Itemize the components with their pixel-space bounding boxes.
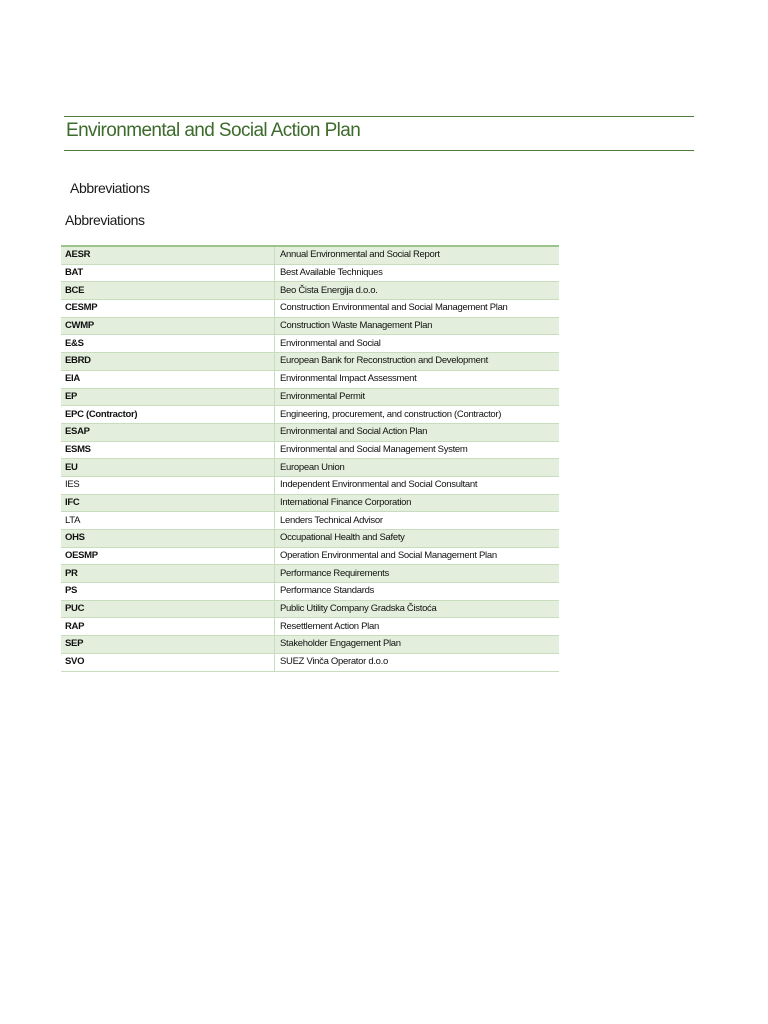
abbreviation-cell: SVO [61,653,275,671]
section-heading: Abbreviations [70,180,150,196]
table-row [61,618,559,636]
table-row [61,636,559,654]
abbreviation-cell: ESMS [61,441,275,459]
table-row [61,317,559,335]
abbreviation-cell: EIA [61,370,275,388]
table-row [61,583,559,601]
definition-cell: Beo Čista Energija d.o.o. [275,282,560,300]
abbreviation-cell: AESR [61,246,275,264]
table-row [61,353,559,371]
table-row [61,547,559,565]
definition-cell: Public Utility Company Gradska Čistoća [275,600,560,618]
definition-cell: Construction Environmental and Social Management Plan [275,300,560,318]
definition-cell: Environmental Impact Assessment [275,370,560,388]
definition-cell: Lenders Technical Advisor [275,512,560,530]
table-row [61,246,559,264]
table-row [61,423,559,441]
abbreviation-cell: RAP [61,618,275,636]
table-row [61,653,559,671]
abbreviation-cell: CWMP [61,317,275,335]
abbreviations-table [61,245,559,672]
table-row [61,300,559,318]
definition-cell: Construction Waste Management Plan [275,317,560,335]
table-row [61,494,559,512]
table-row [61,476,559,494]
abbreviation-cell: ESAP [61,423,275,441]
definition-cell: Engineering, procurement, and construction (Contractor) [275,406,560,424]
definition-cell: Performance Standards [275,583,560,601]
abbreviation-cell: IFC [61,494,275,512]
definition-cell: Performance Requirements [275,565,560,583]
table-row [61,335,559,353]
abbreviation-cell: PS [61,583,275,601]
definition-cell: Occupational Health and Safety [275,530,560,548]
table-row [61,388,559,406]
table-row [61,406,559,424]
definition-cell: Resettlement Action Plan [275,618,560,636]
abbreviation-cell: SEP [61,636,275,654]
definition-cell: Annual Environmental and Social Report [275,246,560,264]
abbreviation-cell: CESMP [61,300,275,318]
definition-cell: Stakeholder Engagement Plan [275,636,560,654]
abbreviation-cell: EBRD [61,353,275,371]
abbreviation-cell: EPC (Contractor) [61,406,275,424]
definition-cell: Operation Environmental and Social Management Plan [275,547,560,565]
table-row [61,370,559,388]
definition-cell: International Finance Corporation [275,494,560,512]
table-row [61,565,559,583]
table-row [61,459,559,477]
abbreviation-cell: LTA [61,512,275,530]
abbreviation-cell: EP [61,388,275,406]
document-title: Environmental and Social Action Plan [66,120,361,141]
definition-cell: European Union [275,459,560,477]
table-row [61,600,559,618]
table-row [61,512,559,530]
table-row [61,282,559,300]
abbreviation-cell: E&S [61,335,275,353]
title-bottom-rule [64,150,694,151]
definition-cell: Environmental and Social [275,335,560,353]
abbreviation-cell: BCE [61,282,275,300]
abbreviation-cell: OESMP [61,547,275,565]
table-row [61,530,559,548]
definition-cell: European Bank for Reconstruction and Development [275,353,560,371]
abbreviation-cell: OHS [61,530,275,548]
table-row [61,441,559,459]
abbreviation-cell: BAT [61,264,275,282]
definition-cell: Environmental and Social Management System [275,441,560,459]
abbreviations-table-body [61,246,559,671]
definition-cell: Best Available Techniques [275,264,560,282]
abbreviation-cell: PUC [61,600,275,618]
abbreviation-cell: IES [61,476,275,494]
title-top-rule [64,116,694,117]
abbreviation-cell: PR [61,565,275,583]
definition-cell: Environmental and Social Action Plan [275,423,560,441]
table-row [61,264,559,282]
abbreviation-cell: EU [61,459,275,477]
table-caption: Abbreviations [65,212,145,228]
definition-cell: Environmental Permit [275,388,560,406]
definition-cell: SUEZ Vinča Operator d.o.o [275,653,560,671]
definition-cell: Independent Environmental and Social Consultant [275,476,560,494]
